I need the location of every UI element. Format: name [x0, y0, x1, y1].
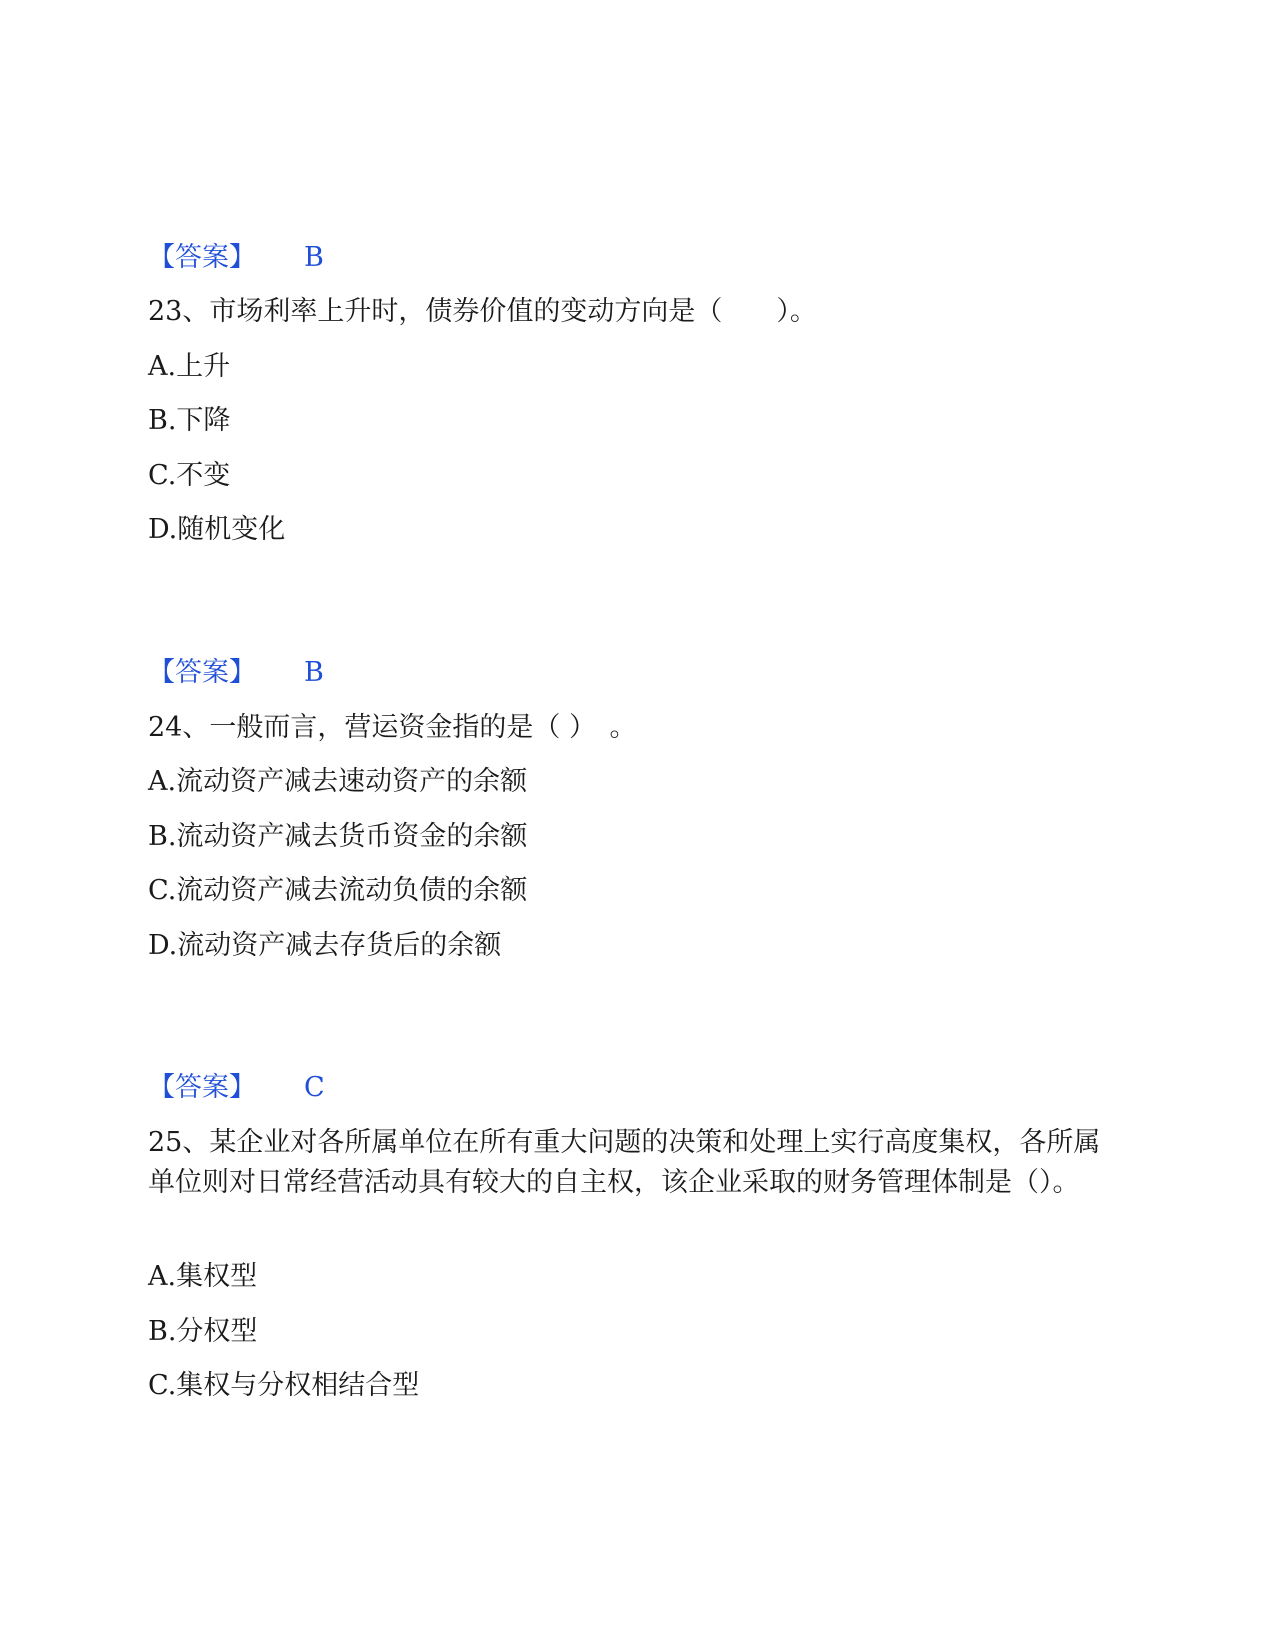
option-d: D.流动资产减去存货后的余额 [148, 930, 502, 961]
option-a: A.集权型 [148, 1261, 258, 1292]
question-24: 24、一般而言，营运资金指的是（ ） 。 [148, 712, 637, 743]
answer-line [148, 653, 324, 693]
option-c: C.流动资产减去流动负债的余额 [148, 875, 528, 906]
question-23: 23、市场利率上升时，债券价值的变动方向是（ ）。 [148, 296, 817, 327]
option-b: B.流动资产减去货币资金的余额 [148, 821, 528, 852]
answer-value: C [304, 1072, 325, 1103]
option-b: B.下降 [148, 405, 231, 436]
option-a: A.流动资产减去速动资产的余额 [148, 766, 528, 797]
answer-line [148, 1068, 325, 1108]
option-a: A.上升 [148, 351, 231, 382]
answer-line [148, 238, 324, 278]
option-c: C.集权与分权相结合型 [148, 1370, 420, 1401]
question-25: 25、某企业对各所属单位在所有重大问题的决策和处理上实行高度集权，各所属单位则对日常经营活动具有较大的自主权，该企业采取的财务管理体制是（）。 [148, 1127, 1101, 1198]
answer-value: B [304, 242, 324, 273]
option-b: B.分权型 [148, 1316, 258, 1347]
answer-label: 【答案】 [148, 242, 256, 273]
option-d: D.随机变化 [148, 514, 286, 545]
answer-value: B [304, 657, 324, 688]
option-c: C.不变 [148, 460, 231, 491]
answer-label: 【答案】 [148, 1072, 256, 1103]
answer-label: 【答案】 [148, 657, 256, 688]
